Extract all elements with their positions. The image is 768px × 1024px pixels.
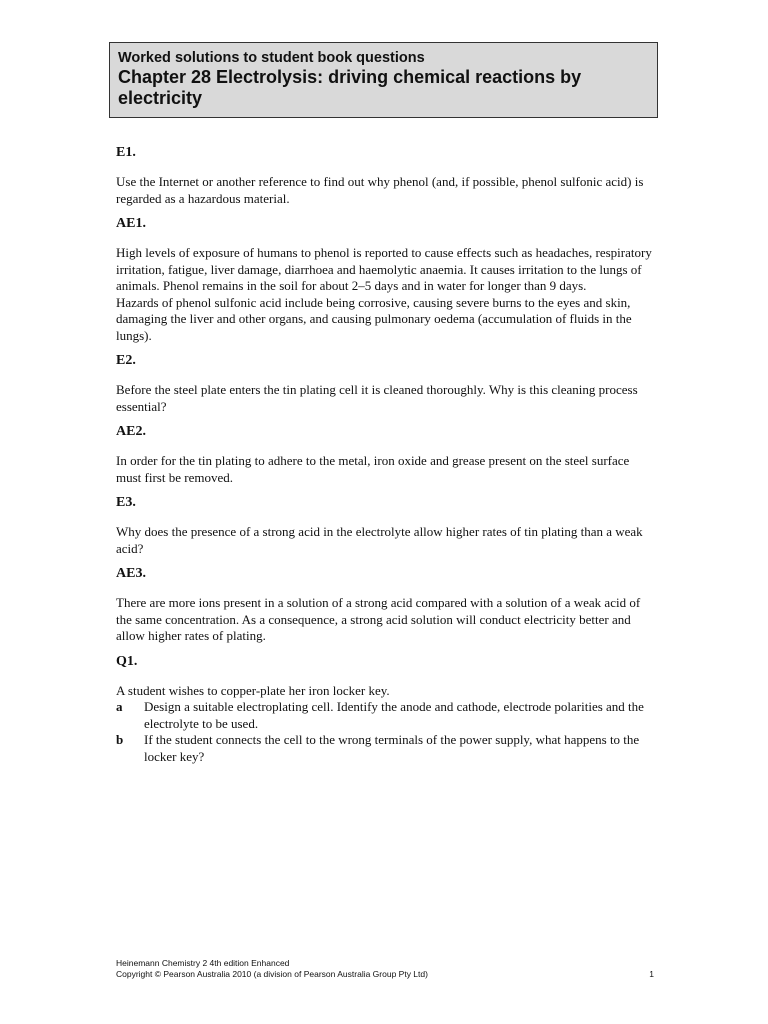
list-item [116,699,656,732]
question-e3-label: E3. [116,495,136,510]
answer-ae2-label: AE2. [116,424,146,439]
answer-ae1-body [116,245,656,344]
question-e3-text: Why does the presence of a strong acid in the electrolyte allow higher rates of tin plating than a weak acid? [116,524,643,556]
question-e1-text: Use the Internet or another reference to find out why phenol (and, if possible, phenol sulfonic acid) is regarded as a hazardous material. [116,174,644,206]
answer-ae2-text: In order for the tin plating to adhere to the metal, iron oxide and grease present on the steel surface must first be removed. [116,453,630,485]
question-e2-label: E2. [116,353,136,368]
part-a-letter: a [116,699,123,714]
question-e1-label: E1. [116,145,136,160]
answer-ae3-label: AE3. [116,566,146,581]
page-footer [116,958,654,980]
header-subtitle: Worked solutions to student book questions [118,50,425,66]
part-b-text: If the student connects the cell to the wrong terminals of the power supply, what happens to the locker key? [144,732,640,764]
chapter-header-box [109,42,658,118]
question-q1-text: A student wishes to copper-plate her iron locker key. [116,682,390,698]
chapter-title: Chapter 28 Electrolysis: driving chemical reactions by electricity [118,67,582,108]
question-q1-parts [116,699,656,765]
part-b-letter: b [116,732,124,747]
footer-copyright: Copyright © Pearson Australia 2010 (a division of Pearson Australia Group Pty Ltd) [116,969,428,979]
answer-ae1-text-sulfonic: Hazards of phenol sulfonic acid include being corrosive, causing severe burns to the eyes and skin, damaging the liver and other organs, and causing pulmonary oedema (accumulation of fluids in the lungs). [116,294,632,343]
answer-ae1-label: AE1. [116,216,146,231]
page-number: 1 [649,969,654,979]
list-item [116,732,656,765]
footer-copyright-row [116,969,654,980]
footer-book-title: Heinemann Chemistry 2 4th edition Enhanced [116,958,290,968]
answer-ae1-text-phenol: High levels of exposure of humans to phenol is reported to cause effects such as headaches, respiratory irritation, fatigue, liver damage, diarrhoea and haemolytic anaemia. It causes irritation to the lungs of animals. Phenol remains in the soil for about 2–5 days and in water for longer than 9 days. [116,245,652,293]
part-a-text: Design a suitable electroplating cell. Identify the anode and cathode, electrode polarities and the electrolyte to be used. [144,699,644,731]
question-q1-label: Q1. [116,653,138,669]
answer-ae3-text: There are more ions present in a solution of a strong acid compared with a solution of a weak acid of the same concentration. As a consequence, a strong acid solution will conduct electricity better and allow higher rates of plating. [116,595,641,643]
question-e2-text: Before the steel plate enters the tin plating cell it is cleaned thoroughly. Why is this cleaning process essential? [116,382,638,414]
document-content [116,144,656,765]
